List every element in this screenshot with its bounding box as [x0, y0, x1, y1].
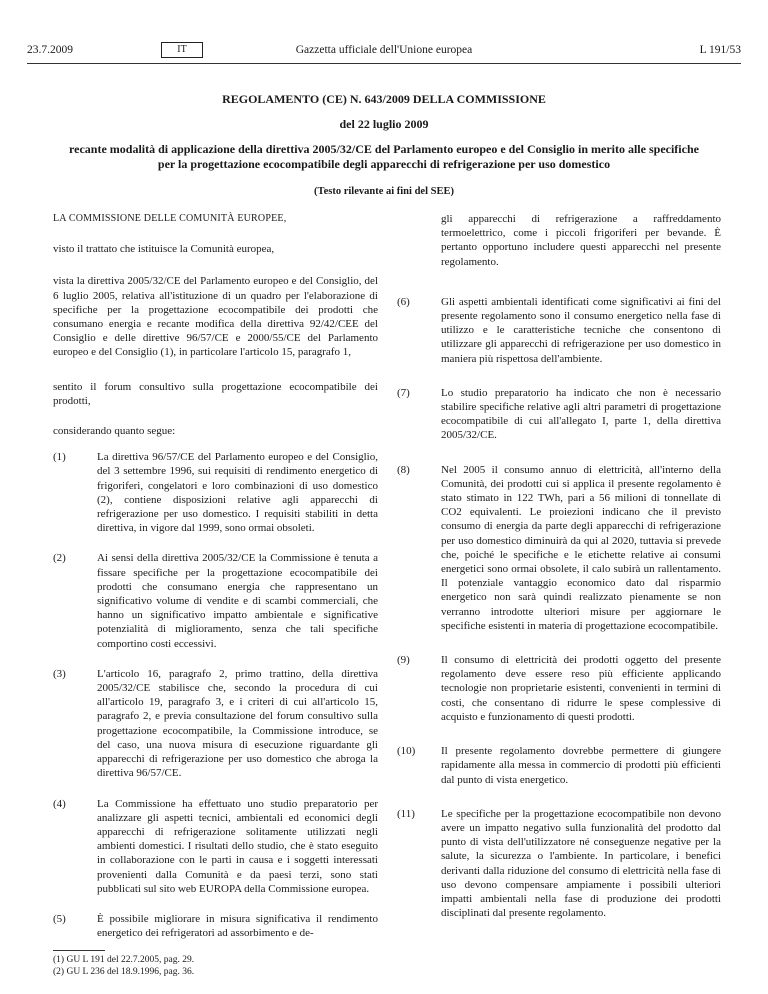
- recital: [397, 653, 721, 724]
- recital: [53, 450, 378, 535]
- recital: [397, 386, 721, 443]
- footnote-rule: [53, 950, 105, 951]
- recital-number: (3): [53, 667, 66, 680]
- recital-text: Il consumo di elettricità dei prodotti oggetto del presente regolamento deve essere reso più efficiente applicando tecnologie non proprietarie esistenti, convenienti in termini di costi, che consentano di ridurre le spese complessive di acquisto e funzionamento di questi prodotti.: [441, 654, 721, 723]
- right-column: [397, 212, 721, 920]
- regulation-date: del 22 luglio 2009: [339, 117, 429, 131]
- recital: [53, 912, 378, 940]
- recital-text: La Commissione ha effettuato uno studio preparatorio per analizzare gli aspetti tecnici, ambientali ed economici degli apparecchi di refrigerazione solitamente utilizzati negli ambienti domestici. I risultati dello studio, che è stato eseguito in collaborazione con le parti in causa e i soggetti interessati provenienti dalla Comunità e da paesi terzi, sono stati pubblicati sul sito web EUROPA della Commissione europea.: [97, 797, 378, 895]
- eea-relevance: (Testo rilevante ai fini del SEE): [314, 186, 454, 197]
- recital-text: Lo studio preparatorio ha indicato che non è necessario stabilire specifiche relative agli altri parametri di progettazione ecocompatibile di cui all'allegato I, parte 1, della direttiva 2005/32/CE.: [441, 386, 721, 442]
- recital-text: Gli aspetti ambientali identificati come significativi ai fini del presente regolamento sono il consumo energetico nella fase di utilizzo e le caratteristiche tecniche che consentono di utilizzare gli apparecchi di refrigerazione per uso domestico in maniera più rispettosa dell'ambiente.: [441, 295, 721, 365]
- journal-title: Gazzetta ufficiale dell'Unione europea: [295, 44, 473, 56]
- recital-number: (2): [53, 552, 66, 565]
- regulation-subject: recante modalità di applicazione della direttiva 2005/32/CE del Parlamento europeo e del Consiglio in merito alle specifiche per la progettazione ecocompatibile degli apparecchi di refrigerazione per uso domestico: [69, 142, 699, 171]
- recital-number: (4): [53, 797, 66, 810]
- recital: [53, 551, 378, 650]
- recital-text: Il presente regolamento dovrebbe permettere di giungere rapidamente alla messa in commercio di prodotti più efficienti dal punto di vista energetico.: [441, 745, 721, 786]
- left-column: [53, 212, 378, 978]
- whereas-intro: considerando quanto segue:: [53, 425, 176, 438]
- header-rule: [27, 63, 741, 64]
- recital-text: La direttiva 96/57/CE del Parlamento europeo e del Consiglio, del 3 settembre 1996, sui requisiti di rendimento energetico di frigoriferi, congelatori e loro combinazioni di uso domestico (2), contiene disposizioni relative agli apparecchi di refrigerazione per uso domestico. I requisiti stabiliti in detta direttiva, in vigore dal 1999, sono ormai obsoleti.: [97, 451, 378, 535]
- recital-number: (6): [397, 295, 410, 308]
- citation-directive: vista la direttiva 2005/32/CE del Parlamento europeo e del Consiglio, del 6 luglio 2005, relativa all'istituzione di un quadro per l'elaborazione di specifiche per la progettazione ecocompatibile dei prodotti che consumano energia e recante modifica della direttiva 92/42/CEE del Consiglio e delle direttive 96/57/CE e 2000/55/CE del Parlamento europeo e del Consiglio (1), in particolare l'articolo 15, paragrafo 1,: [53, 275, 378, 359]
- recital-continuation: [397, 212, 721, 269]
- regulation-title-block: [60, 92, 708, 199]
- footnote: (1) GU L 191 del 22.7.2005, pag. 29.: [53, 955, 195, 966]
- recital-number: (11): [397, 807, 415, 820]
- recital: [53, 797, 378, 896]
- recital-number: (5): [53, 912, 66, 925]
- footnote: (2) GU L 236 del 18.9.1996, pag. 36.: [53, 967, 195, 978]
- recital-number: (10): [397, 745, 416, 758]
- recital-number: (1): [53, 451, 66, 464]
- commission-heading: LA COMMISSIONE DELLE COMUNITÀ EUROPEE,: [53, 213, 287, 224]
- recital-text: gli apparecchi di refrigerazione a raffreddamento termoelettrico, come i piccoli frigoriferi per bevande. È pertanto opportuno includere questi apparecchi nel presente regolamento.: [441, 213, 721, 268]
- recital-number: (7): [397, 386, 410, 399]
- recital: [397, 744, 721, 787]
- regulation-title: REGOLAMENTO (CE) N. 643/2009 DELLA COMMISSIONE: [222, 92, 546, 106]
- recital: [397, 807, 721, 921]
- recital: [397, 463, 721, 633]
- recital-text: Nel 2005 il consumo annuo di elettricità, all'interno della Comunità, dei prodotti cui si applica il presente regolamento è stato stimato in 122 TWh, pari a 56 milioni di tonnellate di CO2 equivalenti. Le proiezioni indicano che il previsto consumo di energia da parte degli apparecchi di refrigerazione per uso domestico diminuirà da qui al 2020, tuttavia si prevede che, poiché le specifiche e le etichette relative ai consumi energetici sono ormai obsolete, il calo subirà un rallentamento. Il potenziale vantaggio economico dato dal risparmio energetico non sarà quindi realizzato pienamente se non verranno introdotte ulteriori misure per aggiornare le specifiche esistenti in materia di progettazione ecocompatibile.: [441, 463, 721, 632]
- language-badge: IT: [161, 42, 203, 58]
- recital-number: (8): [397, 463, 410, 476]
- page-header: [27, 42, 741, 62]
- recital: [397, 295, 721, 366]
- page-number: L 191/53: [699, 44, 741, 56]
- recital: [53, 667, 378, 781]
- header-date: 23.7.2009: [27, 44, 73, 56]
- recital-number: (9): [397, 654, 410, 667]
- recital-text: Ai sensi della direttiva 2005/32/CE la Commissione è tenuta a fissare specifiche per la progettazione ecocompatibile dei prodotti che consumano energia che rappresentano un significativo volume di vendite e di scambi commerciali, che hanno un significativo impatto ambientale e significative potenzialità di miglioramento, senza che tali specifiche comportino costi eccessivi.: [97, 552, 378, 650]
- recital-text: Le specifiche per la progettazione ecocompatibile non devono avere un impatto negativo sulla funzionalità del prodotto dal punto di vista dell'utilizzatore né conseguenze negative per la salute, la sicurezza o l'ambiente. In particolare, i benefici derivanti dalla riduzione del consumo di elettricità nella fase di uso devono compensare ampiamente i possibili ulteriori impatti ambientali nella fase di produzione dei prodotti disciplinati dal presente regolamento.: [441, 807, 721, 920]
- recital-text: L'articolo 16, paragrafo 2, primo trattino, della direttiva 2005/32/CE stabilisce che, secondo la procedura di cui all'articolo 19, paragrafo 3, e i criteri di cui all'articolo 15, paragrafo 2, e previa consultazione del forum consultivo sulla progettazione ecocompatibile, la Commissione introduce, se del caso, una nuova misura di esecuzione riguardante gli apparecchi di refrigerazione per uso domestico che abroga la direttiva 96/57/CE.: [97, 667, 378, 780]
- citation-treaty: visto il trattato che istituisce la Comunità europea,: [53, 243, 275, 256]
- recital-text: È possibile migliorare in misura significativa il rendimento energetico dei refrigeratori ad assorbimento e de-: [97, 912, 378, 940]
- citation-forum: sentito il forum consultivo sulla progettazione ecocompatibile dei prodotti,: [53, 380, 378, 407]
